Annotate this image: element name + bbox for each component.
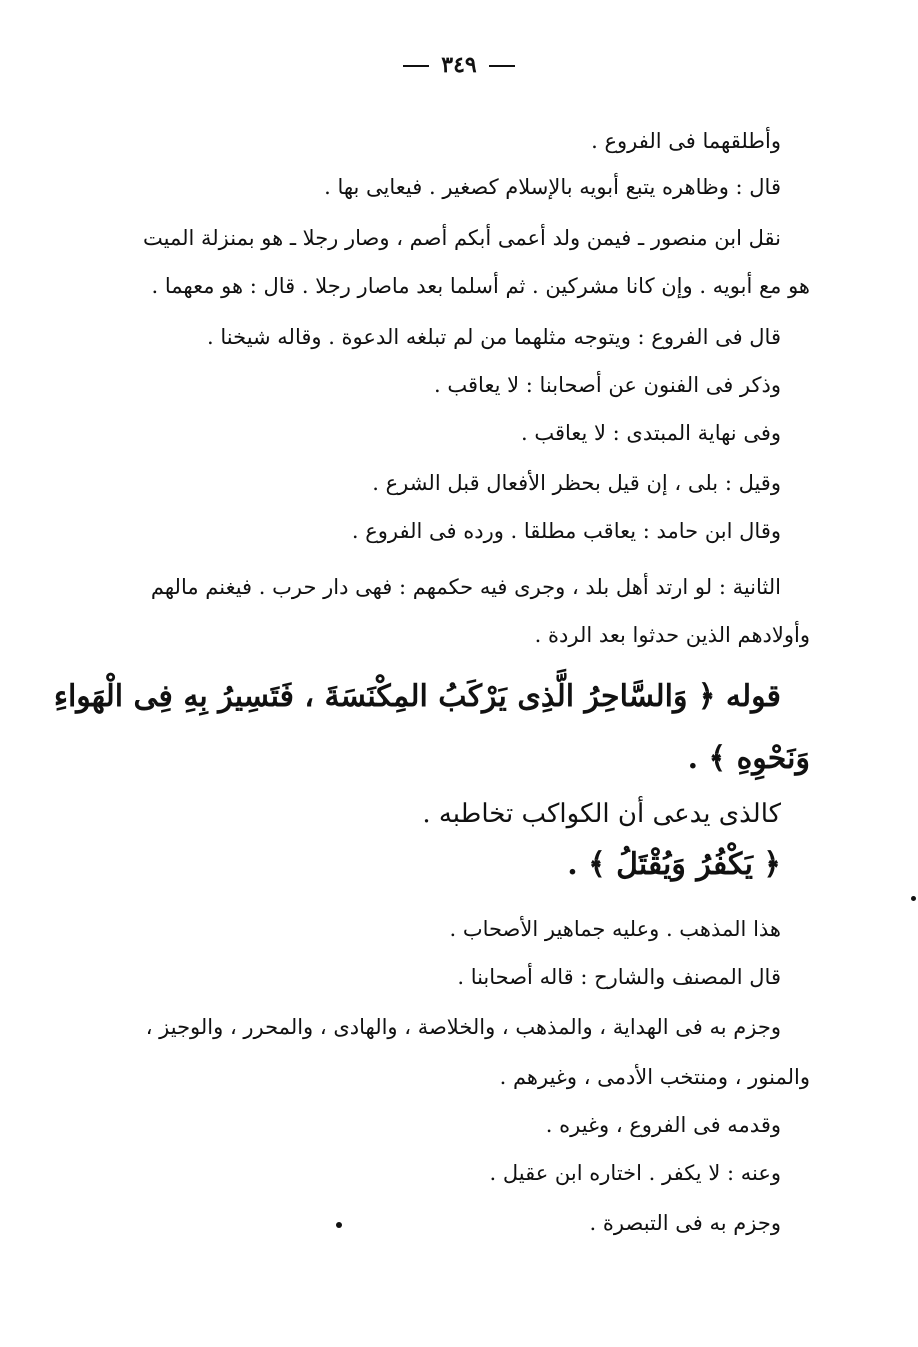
page-number: ٣٤٩: [441, 52, 477, 78]
ink-dot: [911, 896, 916, 901]
text-line: وقيل : بلى ، إن قيل بحظر الأفعال قبل الشرع .: [372, 471, 781, 495]
text-line: وفى نهاية المبتدى : لا يعاقب .: [520, 421, 781, 445]
text-line: هو مع أبويه . وإن كانا مشركين . ثم أسلما بعد ماصار رجلا . قال : هو معهما .: [151, 274, 810, 298]
text-line: قال فى الفروع : ويتوجه مثلهما من لم تبلغه الدعوة . وقاله شيخنا .: [207, 325, 781, 349]
quoted-text-line: قوله ﴿ وَالسَّاحِرُ الَّذِى يَرْكَبُ المِكْنَسَةَ ، فَتَسِيرُ بِهِ فِى الْهَواءِ: [53, 679, 781, 714]
text-line: قال : وظاهره يتبع أبويه بالإسلام كصغير . فيعايى بها .: [324, 175, 781, 199]
text-line: وقدمه فى الفروع ، وغيره .: [545, 1113, 781, 1137]
header-dash-right: [489, 65, 515, 67]
text-line: وعنه : لا يكفر . اختاره ابن عقيل .: [489, 1161, 781, 1185]
quoted-text-line: ﴿ يَكْفُرُ وَيُقْتَلُ ﴾ .: [567, 847, 781, 882]
text-line: هذا المذهب . وعليه جماهير الأصحاب .: [449, 917, 781, 941]
text-line: نقل ابن منصور ـ فيمن ولد أعمى أبكم أصم ، وصار رجلا ـ هو بمنزلة الميت: [143, 226, 781, 250]
text-line: والمنور ، ومنتخب الأدمى ، وغيرهم .: [499, 1065, 810, 1089]
text-line: وقال ابن حامد : يعاقب مطلقا . ورده فى الفروع .: [351, 519, 781, 543]
page-header: [0, 52, 918, 78]
text-line: وذكر فى الفنون عن أصحابنا : لا يعاقب .: [434, 373, 781, 397]
text-line: وجزم به فى الهداية ، والمذهب ، والخلاصة ، والهادى ، والمحرر ، والوجيز ،: [145, 1015, 781, 1039]
text-line: كالذى يدعى أن الكواكب تخاطبه .: [422, 799, 781, 829]
text-line: وجزم به فى التبصرة .: [589, 1211, 781, 1235]
text-line: الثانية : لو ارتد أهل بلد ، وجرى فيه حكمهم : فهى دار حرب . فيغنم مالهم: [150, 575, 781, 599]
text-line: قال المصنف والشارح : قاله أصحابنا .: [457, 965, 781, 989]
header-dash-left: [403, 65, 429, 67]
text-line: وأطلقهما فى الفروع .: [591, 129, 781, 153]
text-line: وأولادهم الذين حدثوا بعد الردة .: [534, 623, 810, 647]
quoted-text-line: وَنَحْوِهِ ﴾ .: [687, 741, 810, 776]
ink-dot: [336, 1222, 342, 1228]
